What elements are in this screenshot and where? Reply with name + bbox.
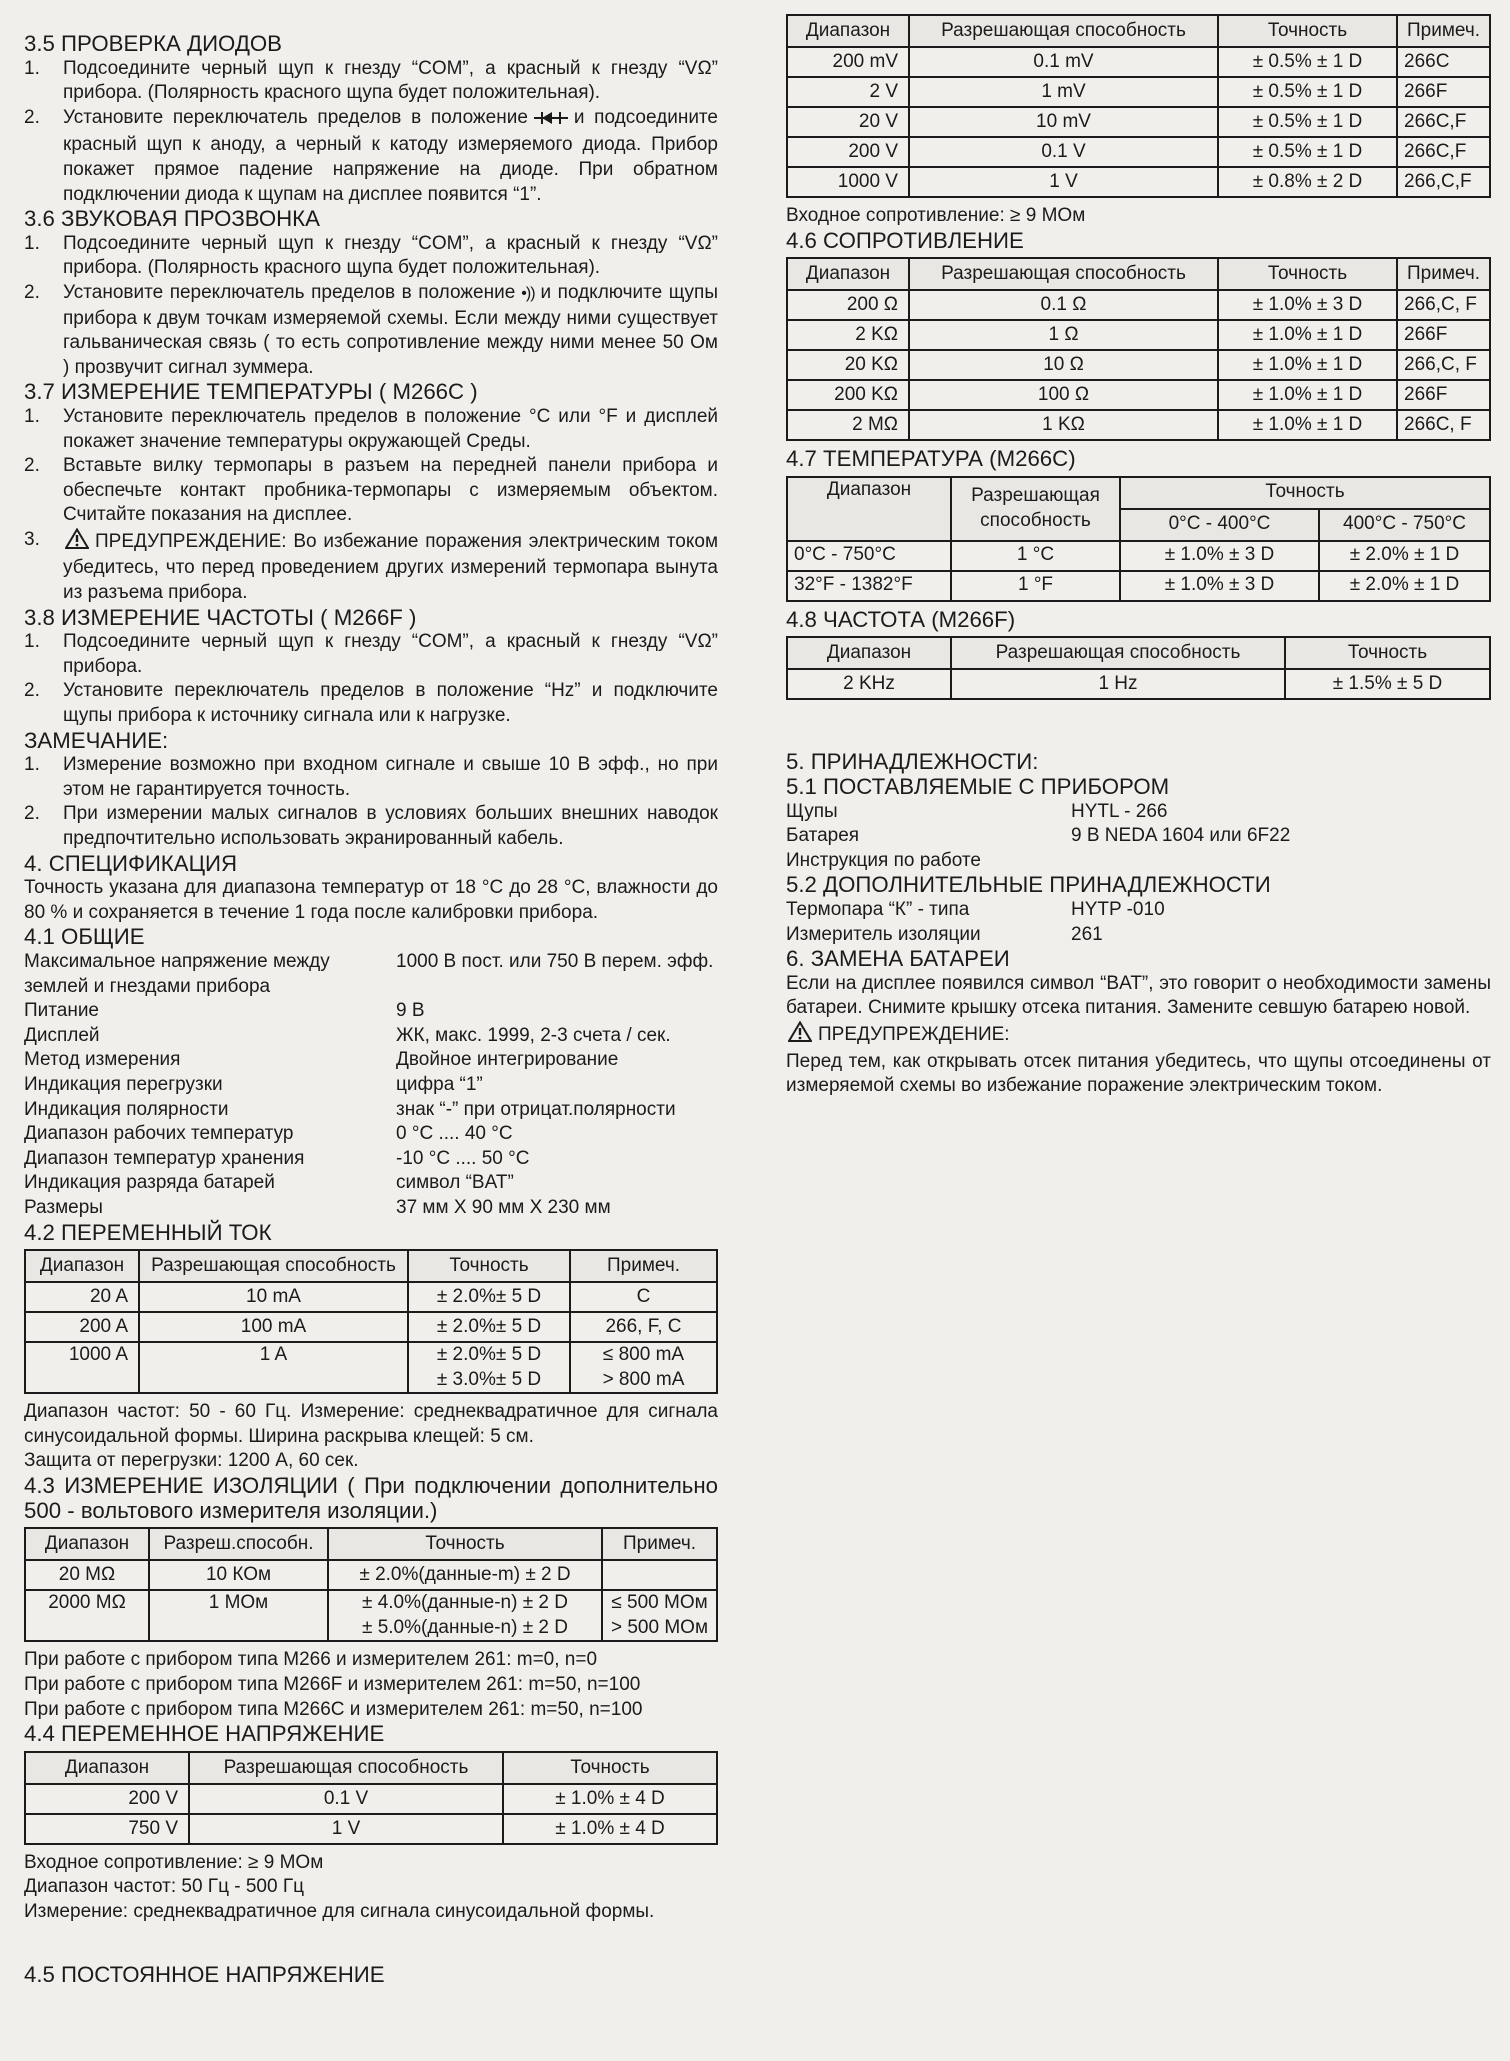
table-row: 200 V 0.1 V ± 0.5% ± 1 D 266C,F: [787, 137, 1490, 167]
table-row: 20 KΩ 10 Ω ± 1.0% ± 1 D 266,C, F: [787, 350, 1490, 380]
section-4-1-title: 4.1 ОБЩИЕ: [24, 924, 145, 950]
table-row: 200 KΩ 100 Ω ± 1.0% ± 1 D 266F: [787, 380, 1490, 410]
diode-icon: [534, 109, 568, 134]
section-4-2-title: 4.2 ПЕРЕМЕННЫЙ ТОК: [24, 1219, 272, 1245]
section-5-title: 5. ПРИНАДЛЕЖНОСТИ:: [786, 749, 1039, 775]
spec-row: Диапазон рабочих температур 0 °С .... 40 °С: [24, 1123, 513, 1145]
table-header: Точность: [1120, 477, 1490, 509]
ac-voltage-table: [24, 1751, 718, 1845]
table-header: Примеч.: [1397, 15, 1490, 47]
spec-row: Питание 9 В: [24, 1000, 425, 1022]
table-row: 1000 A 1 A ± 2.0%± 5 D ± 3.0%± 5 D ≤ 800 mA > 800 mA: [25, 1342, 717, 1393]
table-row: 2 MΩ 1 KΩ ± 1.0% ± 1 D 266C, F: [787, 410, 1490, 440]
table-header: Точность: [408, 1250, 570, 1282]
table-row: 2 KHz 1 Hz ± 1.5% ± 5 D: [787, 669, 1490, 699]
list-item: 1. Подсоедините черный щуп к гнезду “COM”, а красный к гнезду “VΩ” прибора. (Полярность красного щупа будет положительная).: [24, 232, 718, 279]
section-4-7-title: 4.7 ТЕМПЕРАТУРА (М266С): [786, 446, 1076, 472]
list-item: 1. Подсоедините черный щуп к гнезду “COM”, а красный к гнезду “VΩ” прибора.: [24, 631, 718, 677]
table-header: Диапазон: [787, 258, 909, 290]
table-header: Точность: [1285, 637, 1490, 669]
list-item: 1. Измерение возможно при входном сигнале и свыше 10 В эфф., но при этом не гарантируется точность.: [24, 754, 718, 800]
warning-icon: [65, 528, 89, 557]
list-item: 3. ПРЕДУПРЕЖДЕНИЕ: Во избежание поражения электрическим током убедитесь, что перед проведением других измерений термопара вынута из разъема прибора.: [24, 528, 719, 604]
table-header: Разрешающая способность: [951, 637, 1285, 669]
section-3-6-title: 3.6 ЗВУКОВАЯ ПРОЗВОНКА: [24, 206, 320, 232]
table-row: 750 V 1 V ± 1.0% ± 4 D: [25, 1814, 717, 1844]
ac-voltage-line: Диапазон частот: 50 Гц - 500 Гц: [24, 1876, 305, 1898]
right-column: [786, 14, 1491, 1099]
list-item: 2. Установите переключатель пределов в положение •)) и подключите щупы прибора к двум точкам измеряемой схемы. Если между ними существует гальваническая связь ( то есть сопротивление между ними менее 50 Ом ) прозвучит сигнал зуммера.: [24, 281, 719, 378]
table-row: 200 Ω 0.1 Ω ± 1.0% ± 3 D 266,C, F: [787, 290, 1490, 320]
table-header: Разрешающая способность: [909, 258, 1218, 290]
section-4-5-title: 4.5 ПОСТОЯННОЕ НАПРЯЖЕНИЕ: [24, 1961, 385, 1987]
table-header: 0°C - 400°C: [1120, 509, 1319, 541]
spec-row: Дисплей ЖК, макс. 1999, 2-3 счета / сек.: [24, 1024, 671, 1046]
table-header: Диапазон: [787, 477, 951, 541]
list-item: 2. Вставьте вилку термопары в разъем на передней панели прибора и обеспечьте контакт пробника-термопары с измеряемым объектом. Считайте показания на дисплее.: [24, 455, 718, 526]
table-row: 32°F - 1382°F 1 °F ± 1.0% ± 3 D ± 2.0% ± 1 D: [787, 571, 1490, 601]
ac-current-protection: Защита от перегрузки: 1200 А, 60 сек.: [24, 1450, 359, 1472]
table-row: 200 V 0.1 V ± 1.0% ± 4 D: [25, 1784, 717, 1814]
section-4-8-title: 4.8 ЧАСТОТА (М266F): [786, 606, 1016, 632]
frequency-table: [786, 636, 1491, 700]
section-6-text: Если на дисплее появился символ “BAT”, это говорит о необходимости замены батареи. Снимите крышку отсека питания. Замените севшую батарею новой.: [786, 972, 1491, 1019]
list-item: 2. Установите переключатель пределов в положение “Hz” и подключите щупы прибора к источнику сигнала или к нагрузке.: [24, 680, 718, 727]
insulation-line: При работе с прибором типа М266С и измерителем 261: m=50, n=100: [24, 1698, 643, 1720]
spec-row: Диапазон температур хранения -10 °С .... 50 °С: [24, 1147, 530, 1169]
section-3-7-list: [24, 405, 718, 606]
battery-warning: ПРЕДУПРЕЖДЕНИЕ:: [786, 1021, 1491, 1050]
dc-voltage-line: Входное сопротивление: ≥ 9 МОм: [786, 205, 1086, 226]
temperature-table: [786, 476, 1491, 602]
accessory-row: Измеритель изоляции 261: [786, 923, 1103, 945]
table-row: 200 A 100 mA ± 2.0%± 5 D 266, F, C: [25, 1312, 717, 1342]
spec-row: Индикация разряда батарей символ “BAT”: [24, 1172, 514, 1194]
buzzer-icon: •)): [521, 284, 535, 302]
section-3-7-title: 3.7 ИЗМЕРЕНИЕ ТЕМПЕРАТУРЫ ( М266С ): [24, 379, 478, 405]
table-header: 400°C - 750°C: [1319, 509, 1490, 541]
table-header: Разрешающая способность: [189, 1752, 503, 1784]
table-row: 200 mV 0.1 mV ± 0.5% ± 1 D 266C: [787, 47, 1490, 77]
section-4-6-title: 4.6 СОПРОТИВЛЕНИЕ: [786, 227, 1024, 253]
table-header: Диапазон: [25, 1752, 189, 1784]
section-5-2-title: 5.2 ДОПОЛНИТЕЛЬНЫЕ ПРИНАДЛЕЖНОСТИ: [786, 872, 1271, 898]
note-title: ЗАМЕЧАНИЕ:: [24, 727, 169, 753]
table-row: 0°C - 750°C 1 °C ± 1.0% ± 3 D ± 2.0% ± 1 D: [787, 541, 1490, 571]
table-header: Точность: [328, 1528, 602, 1560]
section-3-5-list: [24, 57, 718, 208]
table-header: Разреш.способн.: [149, 1528, 328, 1560]
section-6-title: 6. ЗАМЕНА БАТАРЕИ: [786, 946, 1010, 972]
section-6-warning-text: Перед тем, как открывать отсек питания убедитесь, что щупы отсоединены от измеряемой схемы во избежание поражение электрическим током.: [786, 1050, 1491, 1097]
list-item: 1. Подсоедините черный щуп к гнезду “COM”, а красный к гнезду “VΩ” прибора. (Полярность красного щупа будет положительная).: [24, 57, 718, 104]
insulation-line: При работе с прибором типа М266F и измерителем 261: m=50, n=100: [24, 1674, 641, 1696]
table-header: Точность: [1218, 15, 1397, 47]
warning-icon: [788, 1021, 812, 1050]
insulation-line: При работе с прибором типа М266 и измерителем 261: m=0, n=0: [24, 1649, 598, 1671]
table-row: 20 A 10 mA ± 2.0%± 5 D C: [25, 1282, 717, 1312]
section-4-4-title: 4.4 ПЕРЕМЕННОЕ НАПРЯЖЕНИЕ: [24, 1721, 385, 1747]
table-header: Разрешающая способность: [909, 15, 1218, 47]
table-header: Точность: [503, 1752, 717, 1784]
table-header: Примеч.: [1397, 258, 1490, 290]
spec-row: Индикация полярности знак “-” при отрицат.полярности: [24, 1098, 676, 1120]
left-column: [24, 32, 718, 1987]
spec-row: Максимальное напряжение между землей и гнездами прибора 1000 В пост. или 750 В перем. эфф.: [24, 950, 714, 997]
section-4-3-title: 4.3 ИЗМЕРЕНИЕ ИЗОЛЯЦИИ ( При подключении дополнительно 500 - вольтового измерителя изоляции.): [24, 1473, 718, 1523]
table-row: 2000 MΩ 1 МОм ± 4.0%(данные-n) ± 2 D ± 5.0%(данные-n) ± 2 D ≤ 500 МОм > 500 МОм: [25, 1590, 717, 1641]
section-4-title: 4. СПЕЦИФИКАЦИЯ: [24, 850, 238, 876]
section-5-1-title: 5.1 ПОСТАВЛЯЕМЫЕ С ПРИБОРОМ: [786, 773, 1170, 799]
table-row: 20 V 10 mV ± 0.5% ± 1 D 266C,F: [787, 107, 1490, 137]
section-3-8-list: [24, 630, 718, 728]
note-list: [24, 753, 718, 851]
list-item: 2. Установите переключатель пределов в положение и подсоедините красный щуп к аноду, а черный к катоду измеряемого диода. Прибор покажет прямое падение напряжение на диоде. При обратном подключении диода к щупам на дисплее появится “1”.: [24, 106, 718, 205]
section-3-5-title: 3.5 ПРОВЕРКА ДИОДОВ: [24, 31, 282, 56]
table-row: 2 KΩ 1 Ω ± 1.0% ± 1 D 266F: [787, 320, 1490, 350]
section-4-text: Точность указана для диапазона температур от 18 °С до 28 °С, влажности до 80 % и сохраняется в течение 1 года после калибровки прибора.: [24, 877, 718, 923]
list-item: 2. При измерении малых сигналов в условиях больших внешних наводок предпочтительно использовать экранированный кабель.: [24, 803, 718, 849]
ac-voltage-line: Измерение: среднеквадратичное для сигнала синусоидальной формы.: [24, 1901, 655, 1922]
section-3-6-list: [24, 232, 718, 381]
spec-row: Индикация перегрузки цифра “1”: [24, 1073, 483, 1095]
table-row: 2 V 1 mV ± 0.5% ± 1 D 266F: [787, 77, 1490, 107]
spec-row: Метод измерения Двойное интегрирование: [24, 1049, 619, 1071]
spec-row: Размеры 37 мм X 90 мм X 230 мм: [24, 1196, 611, 1218]
ac-current-text: Диапазон частот: 50 - 60 Гц. Измерение: среднеквадратичное для сигнала синусоидальной формы. Ширина раскрыва клещей: 5 см.: [24, 1401, 718, 1447]
list-item: 1. Установите переключатель пределов в положение °С или °F и дисплей покажет значение температуры окружающей Среды.: [24, 405, 718, 452]
table-header: Разрешающая способность: [951, 477, 1120, 541]
dc-voltage-table: [786, 14, 1491, 198]
table-header: Разрешающая способность: [139, 1250, 408, 1282]
accessory-row: Щупы HYTL - 266: [786, 800, 1168, 822]
section-3-8-title: 3.8 ИЗМЕРЕНИЕ ЧАСТОТЫ ( М266F ): [24, 604, 417, 630]
table-header: Примеч.: [570, 1250, 717, 1282]
table-header: Диапазон: [25, 1250, 139, 1282]
table-header: Диапазон: [787, 15, 909, 47]
ac-voltage-line: Входное сопротивление: ≥ 9 МОм: [24, 1851, 324, 1873]
accessory-row: Термопара “К” - типа HYTP -010: [786, 898, 1165, 920]
table-header: Диапазон: [25, 1528, 149, 1560]
general-specs: [24, 950, 718, 1221]
table-header: Точность: [1218, 258, 1397, 290]
resistance-table: [786, 257, 1491, 441]
insulation-table: [24, 1527, 718, 1642]
table-row: 20 MΩ 10 КОм ± 2.0%(данные-m) ± 2 D: [25, 1560, 717, 1590]
ac-current-table: [24, 1249, 718, 1394]
accessory-row: Батарея 9 В NEDA 1604 или 6F22: [786, 825, 1291, 847]
table-row: 1000 V 1 V ± 0.8% ± 2 D 266,C,F: [787, 167, 1490, 197]
table-header: Диапазон: [787, 637, 951, 669]
accessory-row: Инструкция по работе: [786, 849, 981, 871]
table-header: Примеч.: [602, 1528, 717, 1560]
